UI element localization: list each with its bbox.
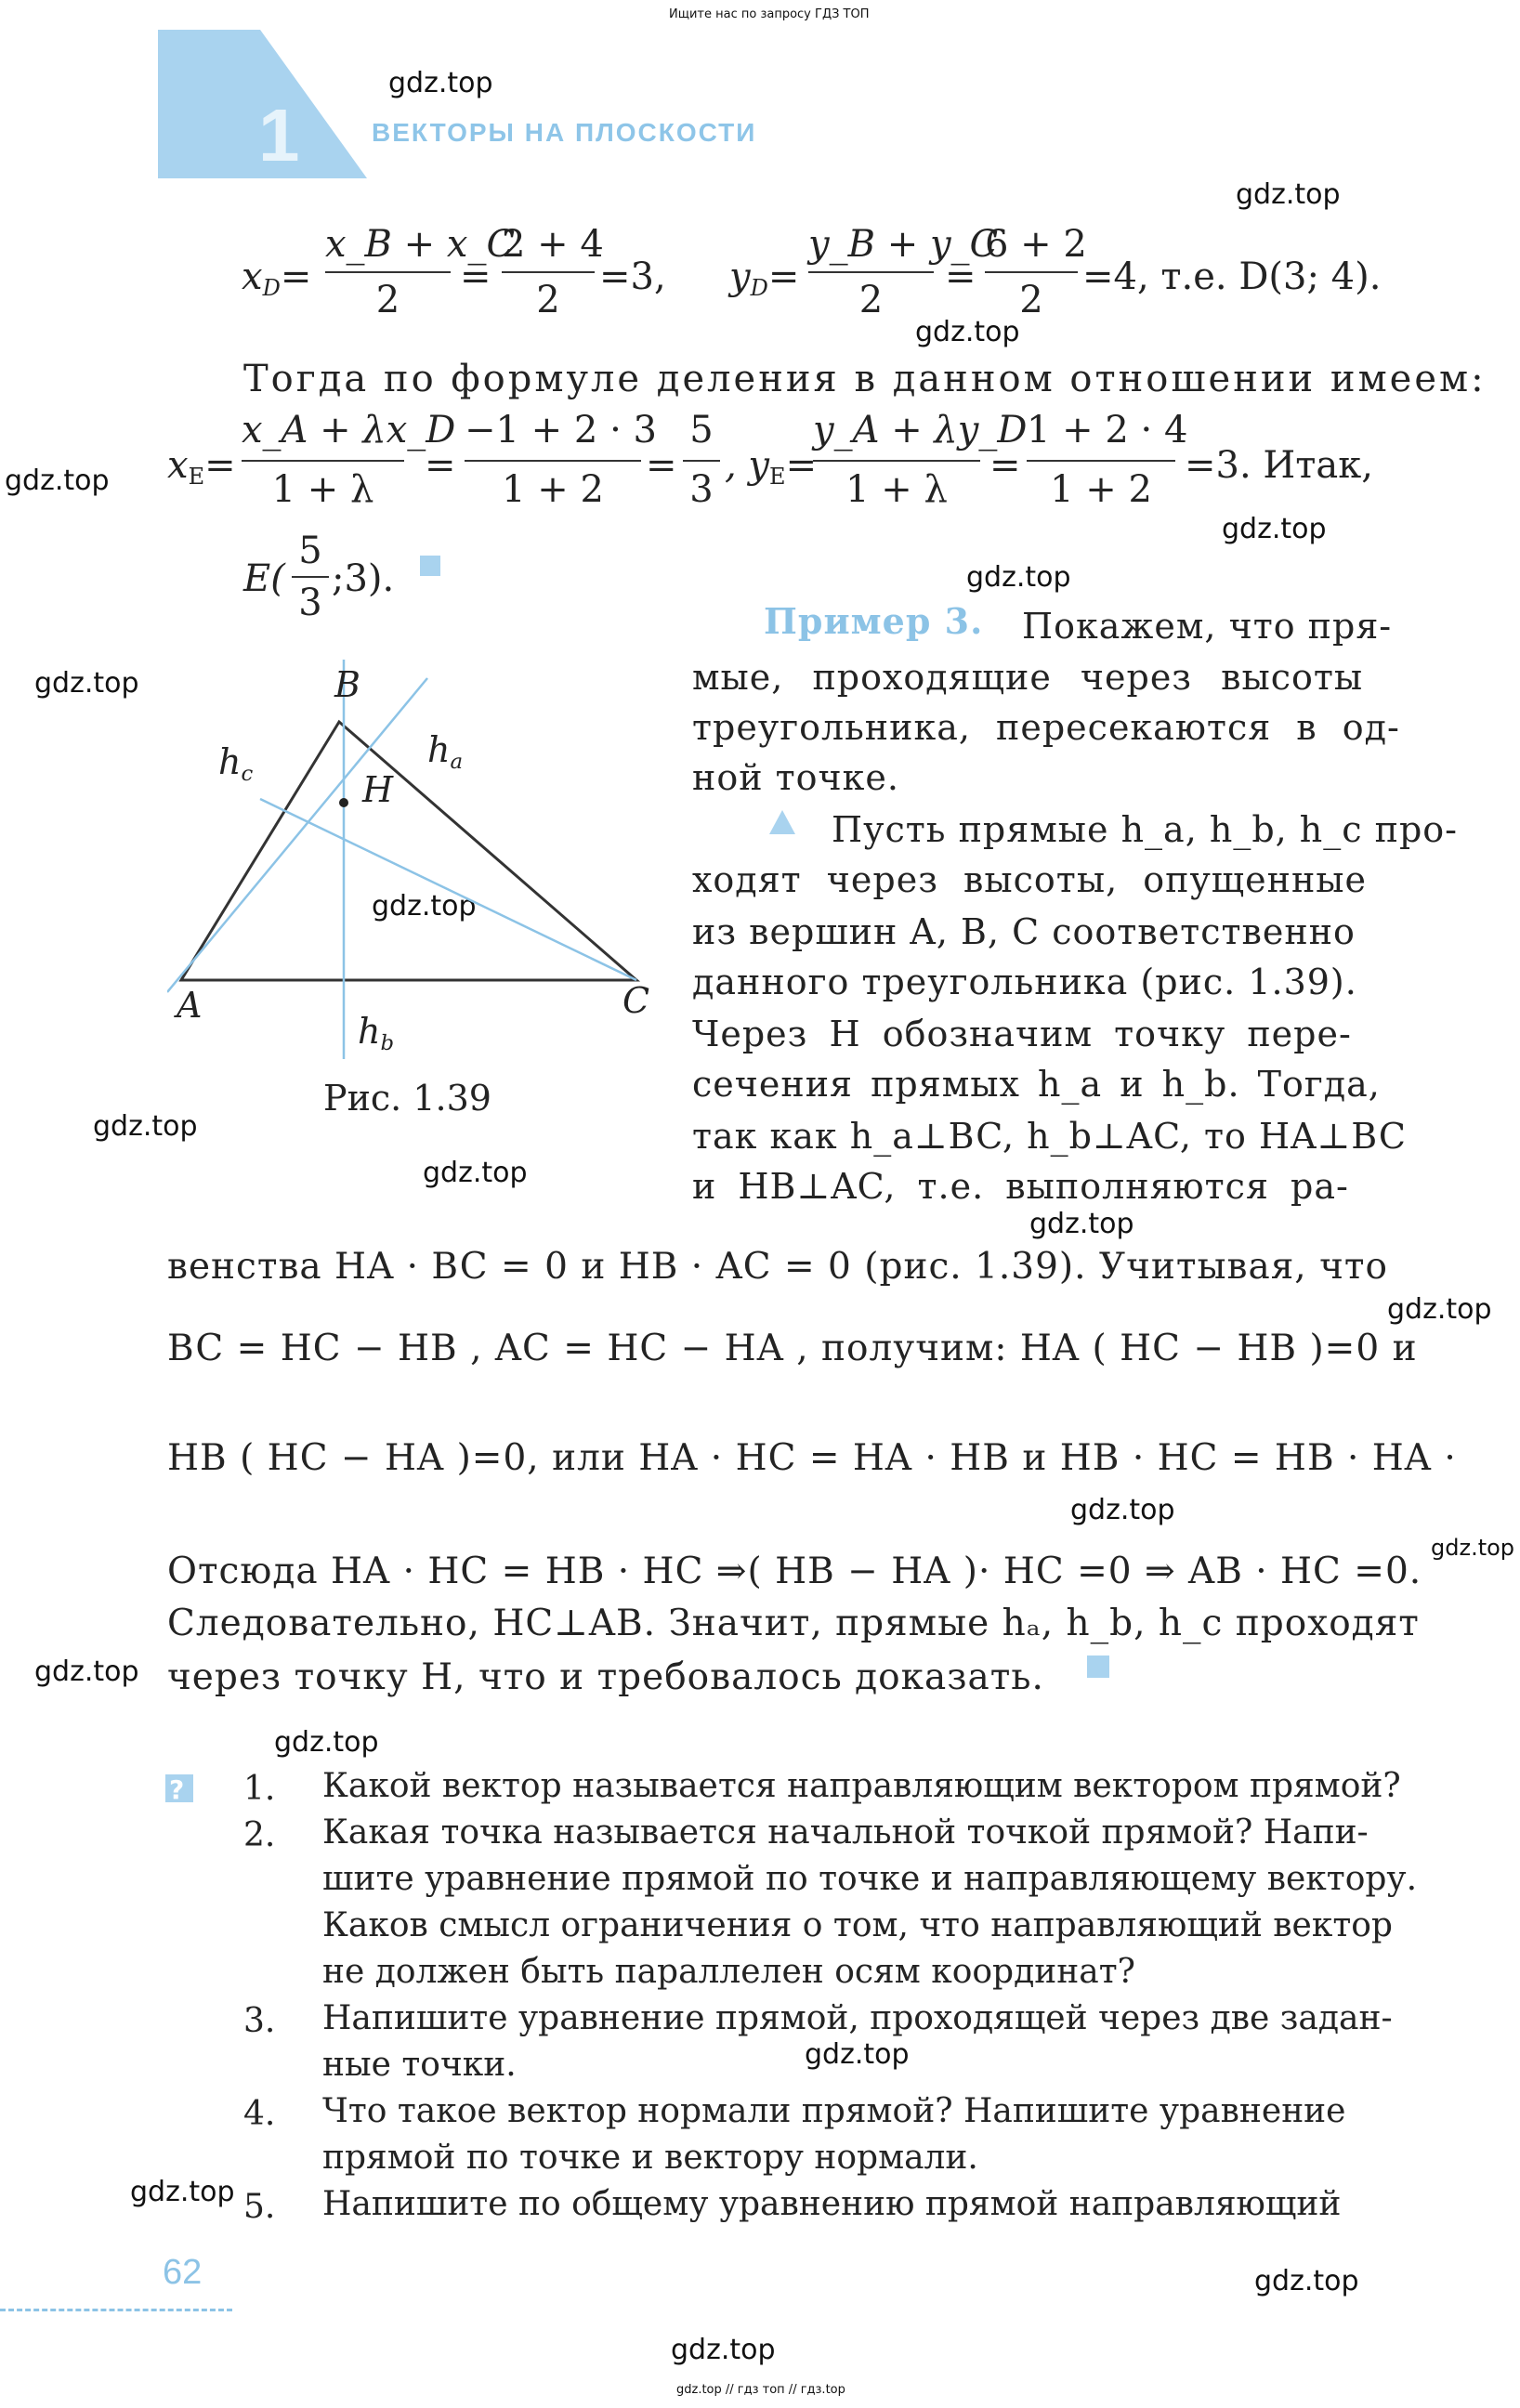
- watermark: gdz.top: [34, 667, 139, 700]
- question-line: Какая точка называется начальной точкой прямой? Напи-: [322, 1813, 1369, 1852]
- formula-xe-ye: $x_E=$ x_A + λx_D 1 + λ = −1 + 2 · 3 1 + 2 = 5 3 , $y_E=$ y_A + λy_D 1 + λ = 1 + 2 · 4 1 + 2 =3. Итак,: [167, 409, 1373, 511]
- watermark: gdz.top: [423, 1157, 528, 1189]
- line-hb-label: $h_b$: [358, 1011, 395, 1055]
- watermark: gdz.top: [34, 1656, 139, 1688]
- watermark: gdz.top: [372, 890, 477, 923]
- text-line: так как h_a⊥BC, h_b⊥AC, то HA⊥BC: [692, 1116, 1407, 1157]
- question-line: шите уравнение прямой по точке и направляющему вектору.: [322, 1860, 1418, 1898]
- question-number: 1.: [243, 1770, 276, 1808]
- text-line: BC = HC − HB , AC = HC − HA , получим: HA ( HC − HB )=0 и: [167, 1328, 1418, 1369]
- text-line: ной точке.: [692, 757, 899, 798]
- question-line: прямой по точке и вектору нормали.: [322, 2139, 978, 2177]
- question-number: 5.: [243, 2188, 276, 2226]
- watermark: gdz.top: [1236, 178, 1341, 211]
- watermark: gdz.top: [274, 1726, 379, 1759]
- figure-caption: Рис. 1.39: [323, 1078, 491, 1119]
- question-line: Напишите уравнение прямой, проходящей через две задан-: [322, 1999, 1393, 2037]
- text-line: ходят через высоты, опущенные: [692, 859, 1367, 900]
- bottom-banner: gdz.top // гдз топ // гдз.top: [676, 2383, 845, 2397]
- watermark: gdz.top: [805, 2038, 910, 2071]
- text-line: Отсюда HA · HC = HB · HC ⇒( HB − HA )· HC =0 ⇒ AB · HC =0.: [167, 1551, 1422, 1592]
- line-ha-label: $h_a$: [427, 729, 464, 774]
- watermark: gdz.top: [671, 2334, 776, 2366]
- question-number: 3.: [243, 2002, 276, 2040]
- question-line: Какой вектор называется направляющим вектором прямой?: [322, 1767, 1401, 1805]
- question-number: 2.: [243, 1816, 276, 1854]
- question-line: ные точки.: [322, 2046, 517, 2084]
- formula-e: E( 5 3 ;3).: [243, 530, 522, 632]
- text-line: Через H обозначим точку пере-: [692, 1014, 1352, 1054]
- vertex-b-label: B: [334, 664, 360, 705]
- text-line: данного треугольника (рис. 1.39).: [692, 962, 1357, 1002]
- vertex-a-label: A: [177, 985, 203, 1026]
- triangle-diagram: [167, 650, 669, 1059]
- watermark: gdz.top: [1387, 1293, 1492, 1326]
- question-number: 4.: [243, 2095, 276, 2133]
- chapter-title: ВЕКТОРЫ НА ПЛОСКОСТИ: [372, 118, 757, 147]
- end-proof-square-icon: [420, 556, 440, 576]
- text-line: сечения прямых h_a и h_b. Тогда,: [692, 1064, 1381, 1105]
- question-line: Напишите по общему уравнению прямой направляющий: [322, 2185, 1342, 2223]
- text-line: HB ( HC − HA )=0, или HA · HC = HA · HB и HB · HC = HB · HA ·: [167, 1437, 1457, 1479]
- formula-xd-yd: $x_D=$ x_B + x_C 2 = 2 + 4 2 =3, $y_D=$ y_B + y_C 2 = 6 + 2 2 =4, т.е. D(3; 4).: [242, 223, 1382, 321]
- watermark: gdz.top: [966, 561, 1071, 594]
- footer-dash-line: [0, 2309, 232, 2311]
- top-banner: Ищите нас по запросу ГДЗ ТОП: [669, 7, 870, 21]
- text-line: Тогда по формуле деления в данном отношении имеем:: [243, 358, 1487, 400]
- text-line: треугольника, пересекаются в од-: [692, 707, 1400, 748]
- watermark: gdz.top: [1029, 1208, 1134, 1240]
- questions-icon: [165, 1771, 203, 1806]
- watermark: gdz.top: [1070, 1494, 1175, 1526]
- question-line: не должен быть параллелен осям координат?: [322, 1953, 1135, 1991]
- watermark: gdz.top: [5, 465, 110, 497]
- text-line: Следовательно, HC⊥AB. Значит, прямые hₐ, h_b, h_c проходят: [167, 1603, 1420, 1644]
- page-number: 62: [163, 2253, 203, 2292]
- text-line: из вершин A, B, C соответственно: [692, 911, 1356, 952]
- end-proof-square-icon: [1087, 1656, 1109, 1678]
- watermark: gdz.top: [915, 316, 1020, 348]
- watermark: gdz.top: [93, 1110, 198, 1143]
- text-line: и HB⊥AC, т.е. выполняются ра-: [692, 1166, 1349, 1207]
- text-line: мые, проходящие через высоты: [692, 657, 1364, 698]
- watermark: gdz.top: [388, 67, 493, 99]
- text-line: Пусть прямые h_a, h_b, h_c про-: [832, 809, 1459, 850]
- figure-1-39: [167, 650, 669, 1152]
- watermark: gdz.top: [130, 2176, 235, 2208]
- watermark: gdz.top: [1431, 1535, 1515, 1561]
- vertex-c-label: C: [622, 980, 650, 1021]
- example-label: Пример 3.: [764, 600, 984, 642]
- svg-text:?: ?: [169, 1774, 185, 1805]
- watermark: gdz.top: [1222, 513, 1327, 545]
- chapter-number: 1: [258, 94, 300, 177]
- text-line: через точку H, что и требовалось доказать.: [167, 1656, 1044, 1698]
- question-line: Каков смысл ограничения о том, что направляющий вектор: [322, 1906, 1393, 1944]
- question-line: Что такое вектор нормали прямой? Напишите уравнение: [322, 2092, 1346, 2130]
- text-line: венства HA · BC = 0 и HB · AC = 0 (рис. 1.39). Учитывая, что: [167, 1246, 1388, 1288]
- chapter-header: [158, 30, 808, 178]
- triangle-marker-icon: [769, 810, 795, 834]
- point-h-label: H: [362, 769, 394, 810]
- watermark: gdz.top: [1254, 2265, 1359, 2297]
- frac-num: x_B + x_C: [325, 223, 516, 266]
- line-hc-label: $h_c$: [218, 741, 254, 786]
- text-line: Покажем, что пря-: [1022, 606, 1393, 647]
